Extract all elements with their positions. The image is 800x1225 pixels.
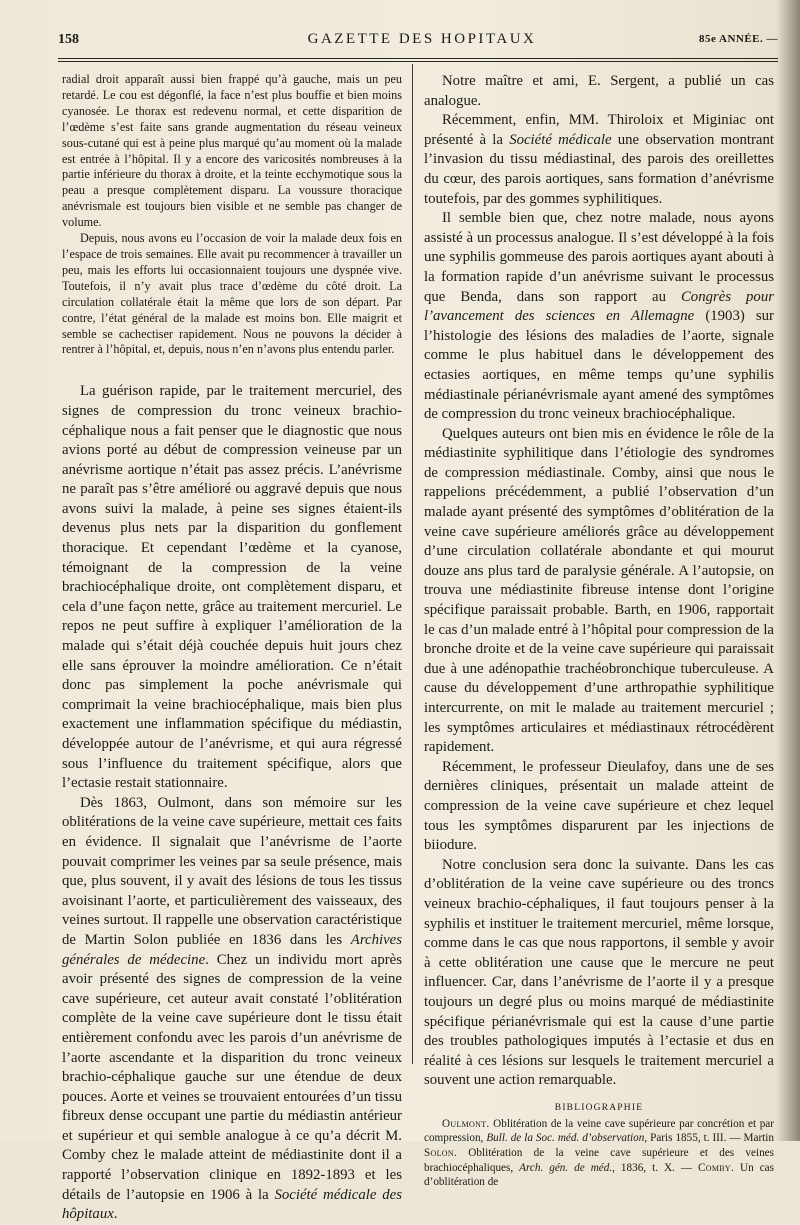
- bibliography-entry: [424, 1117, 774, 1190]
- societe-medicale-title: Société médicale: [509, 131, 612, 148]
- congres-title: Congrès pour l’avancement des sciences en Allemagne: [424, 288, 774, 325]
- analogous-process-paragraph: [424, 209, 774, 425]
- dieulafoy-paragraph: Récemment, le professeur Dieulafoy, dans une de ses dernières cliniques, présentait un malade atteint de compression de la veine cave supérieure et chez lequel tous les symptômes disparurent par les injections de biiodure.: [424, 758, 774, 854]
- bib-author-solon: Solon.: [424, 1147, 458, 1160]
- p2-text-a: Récemment, enfin, MM. Thiroloix et Miginiac ont présenté à la: [424, 112, 774, 148]
- section-spacer: [62, 358, 402, 382]
- bib-2-journal: Arch. gén. de méd.: [519, 1161, 613, 1174]
- left-column: [62, 72, 402, 1225]
- bibliography-heading: BIBLIOGRAPHIE: [554, 1102, 644, 1113]
- archives-title: Archives générales de médecine: [62, 931, 402, 968]
- right-column: [424, 72, 774, 1190]
- follow-up-paragraph: Depuis, nous avons eu l’occasion de voir la malade deux fois en l’espace de trois semaines. Elle avait pu recommencer à travailler un peu, mais les efforts lui occasionnaient toujours une dyspnée vive. Toutefois, il n’y avait plus trace d’œdème du côté droit. La circulation collatérale était la même que lors de son départ. Par contre, l’état général de la malade est moins bon. Elle maigrit et semble se cachectiser rapidement. Nous ne pouvons la décider à rentrer à l’hôpital, et, depuis, nous n’en n’avons plus entendu parler.: [62, 231, 402, 357]
- sergent-paragraph: Notre maître et ami, E. Sergent, a publié un cas analogue.: [424, 73, 774, 109]
- bibliography: [424, 1117, 774, 1190]
- discussion-paragraph-1: La guérison rapide, par le traitement mercuriel, des signes de compression du tronc veineux brachio-céphalique nous a fait penser que le diagnostic que nous avions porté au début de compression veineuse par un anévrisme aortique n’était pas assez précis. L’anévrisme ne paraît pas s’être amélioré ou aggravé depuis que nous avons suivi la malade, à peine ses signes étaient-ils devenus plus nets par la disparition du gonflement thoracique. Et cependant l’œdème et la cyanose, témoignant de la compression de la veine brachiocéphalique droite, ont complètement disparu, et cela d’une façon nette, grâce au traitement mercuriel. Le repos ne peut suffire à expliquer l’amélioration de la malade qui s’était déjà couchée depuis huit jours chez elle sans éprouver la moindre amélioration. Ce n’était donc pas simplement la poche anévrismale qui comprimait la veine brachiocéphalique, mais bien plus exactement une inflammation spécifique du médiastin, développée autour de l’anévrisme, et qui aura régressé sous l’influence du traitement spécifique, alors que l’ectasie restait stationnaire.: [62, 383, 402, 792]
- header-rule: [58, 58, 778, 59]
- p3-text-b: (1903) sur l’histologie des lésions des maladies de l’aorte, signale comme le plus habituel dans le développement des ectasies aortiques, en même temps qu’une syphilis médiastinale périanévrismale ayant amené des symptômes de compression du tronc veineux brachiocéphalique.: [424, 308, 774, 423]
- bib-author-comby: Comby.: [698, 1161, 735, 1174]
- societe-title: Société médicale des hôpitaux: [62, 1186, 402, 1223]
- bib-1-text: Oblitération de la veine cave supérieure par concrétion et par compression,: [424, 1117, 774, 1145]
- authors-paragraph: Quelques auteurs ont bien mis en évidence le rôle de la médiastinite syphilitique dans l’étiologie des syndromes de compression médiastinale. Comby, ainsi que nous le rappelions précédemment, a publié l’observation d’un malade ayant présenté des symptômes d’oblitération de la veine cave supérieure améliorés grâce au développement d’une circulation collatérale abondante et qui mourut douze ans plus tard de paralysie générale. A l’autopsie, on trouva une médiastinite fibreuse intense dont l’origine spécifique paraissait probable. Barth, en 1906, rapportait le cas d’un malade entré à l’hôpital pour compression de la bronche droite et de la veine cave supérieure qui paraissait due à une adénopathie trachéobronchique tuberculeuse. A cause du développement d’une arthropathie syphilitique intercurrente, on mit le malade au traitement mercuriel ; les symptômes articulaires et médiastinaux rétrocédèrent rapidement.: [424, 425, 774, 756]
- page-header: [58, 28, 786, 56]
- page-number: 158: [58, 32, 79, 47]
- discussion-2-text-b: . Chez un individu mort après avoir présenté des signes de compression de la veine cave supérieure, cet auteur avait constaté l’oblitération complète de la veine cave supérieure dont le tissu était entièrement confondu avec les parois d’un anévrisme de l’aorte ascendante et la disparition du tronc veineux brachio-céphalique gauche sur une étendue de deux pouces. Aorte et veines se trouvaient entourées d’un tissu fibreux dense occupant une partie du médiastin antérieur et supérieur et qui semble analogue à ce qu’a décrit M. Comby chez le malade atteint de médiastinite dont il a rapporté l’observation clinique en 1892-1893 et les détails de l’autopsie en 1906 à la: [62, 951, 402, 1203]
- conclusion-paragraph: Notre conclusion sera donc la suivante. Dans les cas d’oblitération de la veine cave supérieure ou des troncs veineux brachio-céphaliques, il faut toujours penser à la syphilis et instituer le traitement mercuriel, même lorsque, comme dans le cas que nous rapportons, il semble y avoir à cette oblitération une cause que le mercure ne peut influencer. Car, dans l’anévrisme de l’aorte il y a presque toujours un degré plus ou moins marqué de médiastinite spécifique périanévrismale qui est la cause d’une partie des troubles pathologiques imputés à l’ectasie et dus en réalité à ces lésions sur lesquels le traitement mercuriel a souvent une action remarquable.: [424, 856, 774, 1089]
- bib-2-text: Oblitération de la veine cave supérieure et des veines brachiocéphaliques,: [424, 1147, 774, 1174]
- bib-1-text2: , Paris 1855, t. III. — Martin: [644, 1132, 774, 1145]
- discussion-paragraph-2: [62, 794, 402, 1225]
- p2-text-b: une observation montrant l’invasion du tissu médiastinal, des parois des oreillettes du cœur, des parois aortiques, sans formation d’anévrisme toutefois, par des gommes syphilitiques.: [424, 131, 774, 207]
- bib-1-journal: Bull. de la Soc. méd. d’observation: [486, 1132, 645, 1145]
- bib-3-text: Un cas d’oblitération de: [424, 1161, 774, 1189]
- header-rule-double: [58, 61, 778, 62]
- column-divider: [412, 64, 413, 1064]
- thiroloix-paragraph: [424, 111, 774, 209]
- case-continuation-paragraph: radial droit apparaît aussi bien frappé qu’à gauche, mais un peu retardé. Le cou est dégonflé, la face n’est plus bouffie et bien moins cyanosée. Le thorax est redevenu normal, et cette disparition de l’œdème s’est faite sans grande augmentation du réseau veineux sous-cutané qui est à peine plus marqué qu’au moment où la malade est entrée à l’hôpital. Il y a encore des varicosités nombreuses à la partie inférieure du thorax à droite, et la teinte ecchymotique sous la peau a presque complètement disparu. La voussure thoracique anévrismale est toujours bien visible et ne semble pas changer de volume.: [62, 72, 402, 230]
- discussion-2-text-c: .: [113, 1206, 118, 1223]
- bib-author-oulmont: Oulmont.: [442, 1117, 490, 1130]
- p3-text-a: Il semble bien que, chez notre malade, nous ayons assisté à un processus analogue. Il s’est développé à la fois une syphilis gommeuse des parois aortiques ayant abouti à la formation rapide d’un anévrisme suivant le processus que Benda, dans son rapport au: [424, 210, 774, 305]
- journal-title: GAZETTE DES HOPITAUX: [307, 31, 537, 47]
- discussion-2-text-a: Dès 1863, Oulmont, dans son mémoire sur les oblitérations de la veine cave supérieure, mettait ces faits en évidence. Il signalait que l’anévrisme de l’aorte pouvait comprimer les veines par sa seule présence, mais que, plus souvent, il y avait des lésions de tous les tissus avoisinant l’aorte, et particulièrement des vaisseaux, des veines surtout. Il rappelle une observation caractéristique de Martin Solon publiée en 1836 dans les: [62, 794, 402, 948]
- volume-year: 85e ANNÉE. —: [698, 33, 778, 45]
- bib-2-text2: , 1836, t. X. —: [612, 1161, 698, 1174]
